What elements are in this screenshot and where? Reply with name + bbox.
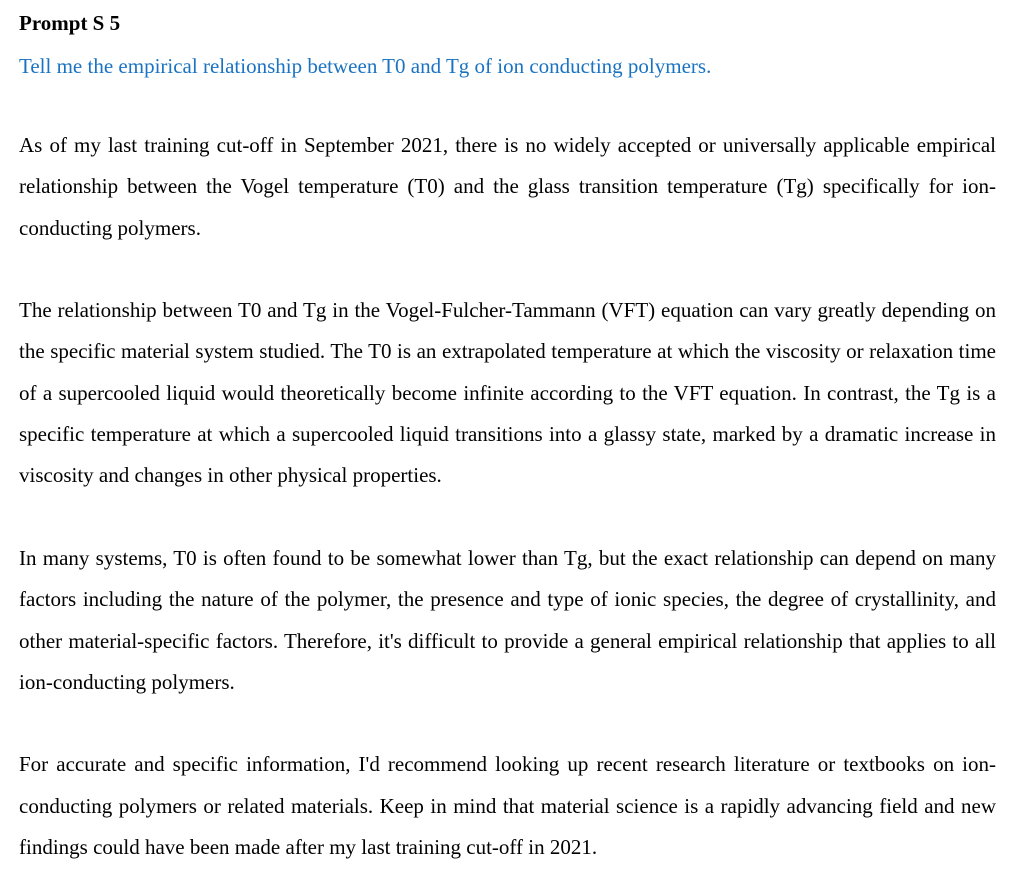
prompt-heading: Prompt S 5 bbox=[19, 11, 121, 35]
response-paragraph-4: For accurate and specific information, I'd recommend looking up recent research literature or textbooks on ion-conducting polymers or related materials. Keep in mind that material science is a rapidly advancing field and new findings could have been made after my last training cut-off in 2021. bbox=[19, 752, 996, 860]
response-paragraph-1: As of my last training cut-off in September 2021, there is no widely accepted or universally applicable empirical relationship between the Vogel temperature (T0) and the glass transition temperature (Tg) specifically for ion-conducting polymers. bbox=[19, 133, 996, 240]
response-paragraph-3: In many systems, T0 is often found to be somewhat lower than Tg, but the exact relationship can depend on many factors including the nature of the polymer, the presence and type of ionic species, the degree of crystallinity, and other material-specific factors. Therefore, it's difficult to provide a general empirical relationship that applies to all ion-conducting polymers. bbox=[19, 545, 996, 694]
response-paragraph-2: The relationship between T0 and Tg in the Vogel-Fulcher-Tammann (VFT) equation can vary greatly depending on the specific material system studied. The T0 is an extrapolated temperature at which the viscosity or relaxation time of a supercooled liquid would theoretically become infinite according to the VFT equation. In contrast, the Tg is a specific temperature at which a supercooled liquid transitions into a glassy state, marked by a dramatic increase in viscosity and changes in other physical properties. bbox=[19, 298, 996, 488]
prompt-question: Tell me the empirical relationship between T0 and Tg of ion conducting polymers. bbox=[19, 54, 712, 78]
